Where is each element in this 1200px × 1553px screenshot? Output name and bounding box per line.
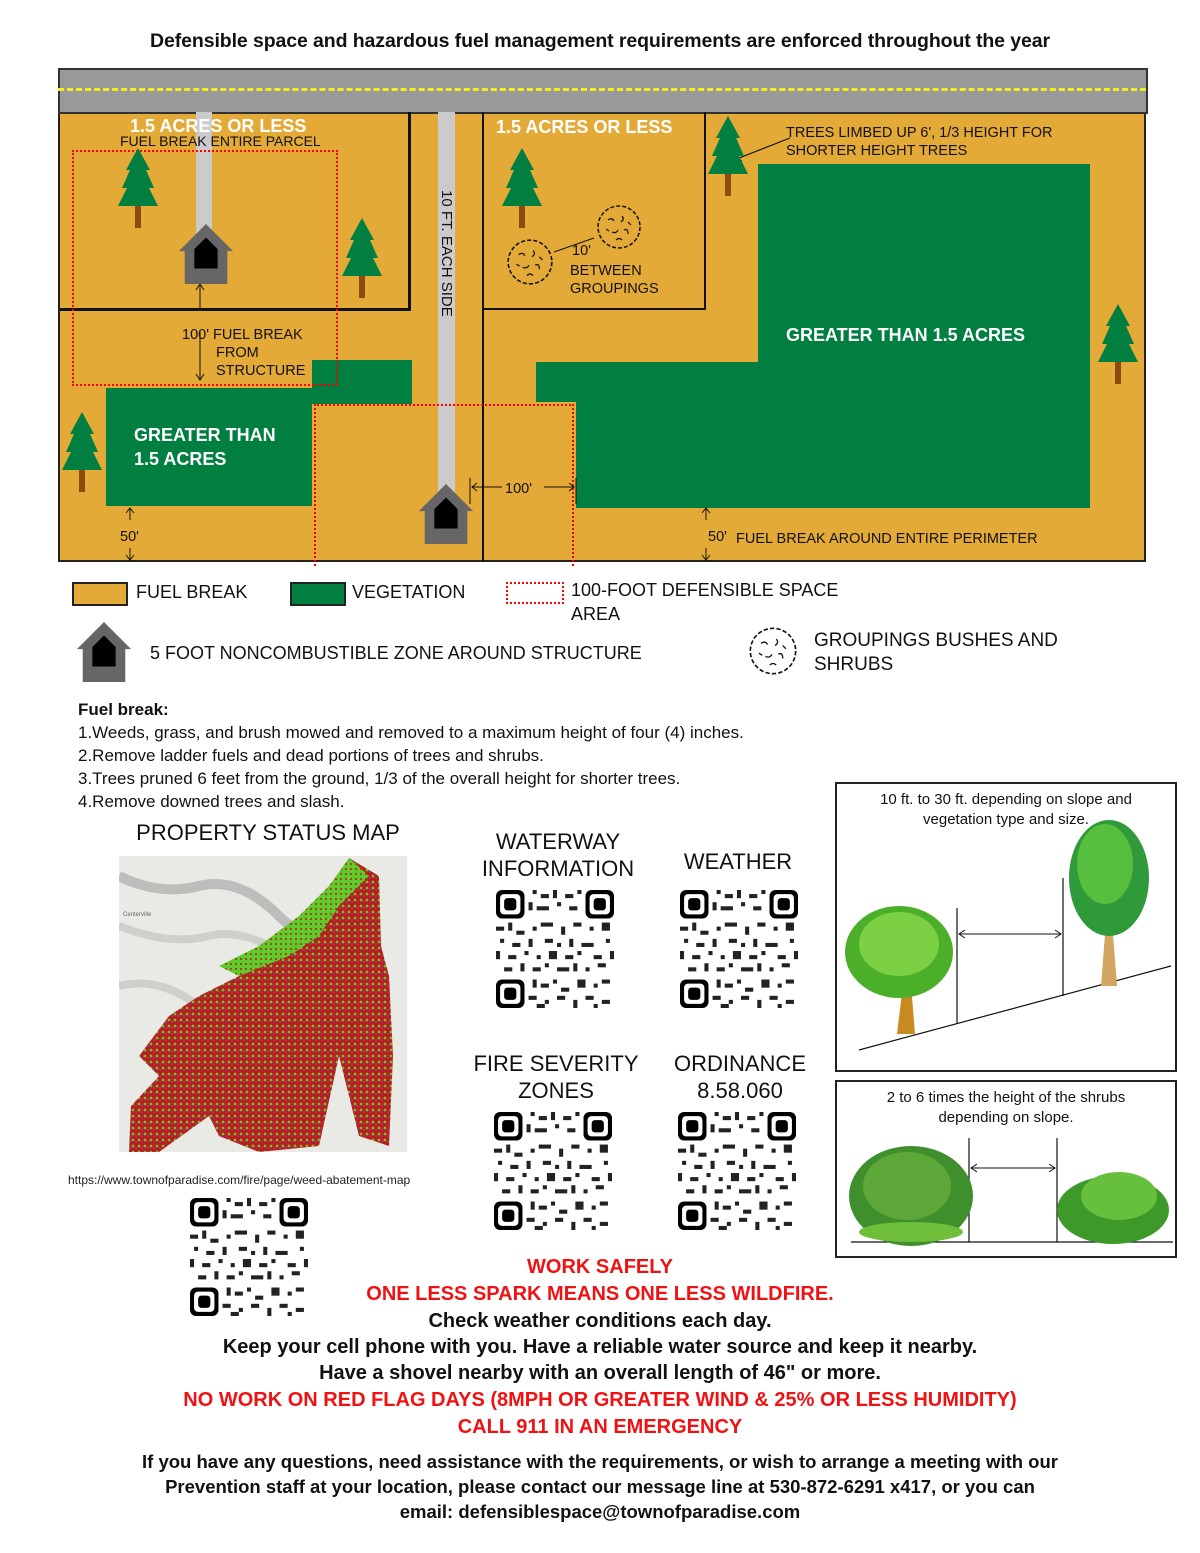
perimeter-label: FUEL BREAK AROUND ENTIRE PERIMETER [736,531,1038,547]
property-status-map[interactable] [119,856,407,1152]
road [58,68,1148,114]
contact-email[interactable]: email: defensiblespace@townofparadise.com [399,1501,801,1522]
fuel-break-rule: 3.Trees pruned 6 feet from the ground, 1/3 of the overall height for shorter trees. [78,769,681,788]
distance-50ft-label: 50' [120,529,139,545]
qr-title-ordinance [662,1050,818,1104]
qr-title-line1: WATERWAY [495,829,621,854]
legend-defensible-space-line2: AREA [571,604,621,624]
work-safely-heading: WORK SAFELY [527,1256,673,1278]
tree-spacing-box [835,782,1177,1072]
tree-icon [706,116,750,196]
waterway-qr-code[interactable] [496,890,614,1008]
vegetation-area-right-lower [576,398,766,508]
qr-title-line1: ORDINANCE [673,1051,806,1076]
fuel-break-rule: 2.Remove ladder fuels and dead portions of trees and shrubs. [78,746,544,765]
tree-icon [1096,304,1140,384]
legend-groupings-line2: SHRUBS [814,654,894,675]
shrub-spacing-line2: depending on slope. [938,1109,1074,1126]
red-flag-warning: NO WORK ON RED FLAG DAYS (8MPH OR GREATER WIND & 25% OR LESS HUMIDITY) [183,1389,1017,1411]
tree-icon [116,148,160,228]
structure-icon [416,484,476,544]
tree-spacing-line1: 10 ft. to 30 ft. depending on slope and [880,791,1132,808]
fuel-break-structure-line3: STRUCTURE [216,363,306,379]
tree-icon [340,218,384,298]
distance-100ft-label: 100' [505,481,532,497]
check-weather-tip: Check weather conditions each day. [428,1310,772,1332]
tree-spacing-line2: vegetation type and size. [923,811,1089,828]
fuel-break-rules [78,698,744,813]
legend-groupings-line1: GROUPINGS BUSHES AND [814,630,1058,651]
fuel-break-rule: 1.Weeds, grass, and brush mowed and removed to a maximum height of four (4) inches. [78,723,744,742]
tree-note-line2: SHORTER HEIGHT TREES [786,143,968,159]
qr-title-fire-severity [458,1050,654,1104]
shrub-spacing-label: 10' [572,243,591,259]
vegetation-label: GREATER THAN 1.5 ACRES [786,325,1026,345]
qr-title-line2: ZONES [518,1078,594,1103]
distance-50ft-label: 50' [708,529,727,545]
shrub-grouping-icon [746,624,800,678]
vegetation-area-right-extension [536,362,766,402]
shrub-grouping-icon [504,236,556,288]
lot-note-label: FUEL BREAK ENTIRE PARCEL [120,133,321,149]
legend-fuel-break-swatch [72,582,128,606]
shrub-note-line2: GROUPINGS [570,281,659,297]
legend-defensible-space-line1: 100-FOOT DEFENSIBLE SPACE [571,580,839,600]
qr-title-line2: INFORMATION [481,856,635,881]
lot-size-label: 1.5 ACRES OR LESS [496,117,673,137]
tree-icon [500,148,544,228]
defensible-space-diagram [58,68,1146,562]
lot-size-label: 1.5 ACRES OR LESS [130,116,307,136]
shrub-note-line1: BETWEEN [570,263,642,279]
cell-phone-water-tip: Keep your cell phone with you. Have a reliable water source and keep it nearby. [222,1336,978,1358]
shrub-spacing-line1: 2 to 6 times the height of the shrubs [886,1089,1126,1106]
fuel-break-heading: Fuel break: [78,700,169,719]
tree-spacing-illustration [837,784,1175,1070]
vegetation-area-left [106,388,312,506]
fuel-break-rule: 4.Remove downed trees and slash. [78,792,345,811]
legend-defensible-space-swatch [506,582,564,604]
contact-line1: If you have any questions, need assistance with the requirements, or wish to arrange a meeting with our [142,1451,1058,1472]
property-map-url[interactable]: https://www.townofparadise.com/fire/page/weed-abatement-map [68,1173,411,1187]
vegetation-label-line2: 1.5 ACRES [134,449,227,469]
structure-icon [74,622,134,682]
legend-noncombustible-label: 5 FOOT NONCOMBUSTIBLE ZONE AROUND STRUCTURE [150,643,642,663]
legend-fuel-break-label: FUEL BREAK [136,582,248,602]
shrub-spacing-box [835,1080,1177,1258]
tree-icon [60,412,104,492]
call-911-notice: CALL 911 IN AN EMERGENCY [457,1416,743,1438]
qr-title-waterway [460,828,656,882]
qr-title-weather: WEATHER [683,849,793,874]
structure-icon [176,224,236,284]
weather-qr-code[interactable] [680,890,798,1008]
qr-title-line2: 8.58.060 [697,1078,783,1103]
vegetation-label-line1: GREATER THAN [134,425,276,445]
fuel-break-structure-line2: FROM [216,345,259,361]
legend-vegetation-swatch [290,582,346,606]
shrub-grouping-icon [594,202,644,252]
driveway-clearance-label: 10 FT. EACH SIDE [438,190,455,317]
contact-line2: Prevention staff at your location, please contact our message line at 530-872-6291 x417, or you can [165,1476,1035,1497]
ordinance-qr-code[interactable] [678,1112,796,1230]
one-less-spark-slogan: ONE LESS SPARK MEANS ONE LESS WILDFIRE. [366,1283,834,1305]
fuel-break-structure-line1: 100' FUEL BREAK [182,327,303,343]
map-place-label: Centerville [123,912,152,918]
page-title: Defensible space and hazardous fuel management requirements are enforced throughout the year [150,30,1050,52]
qr-title-line1: FIRE SEVERITY [473,1051,639,1076]
legend-vegetation-label: VEGETATION [352,582,466,602]
shrub-spacing-illustration [837,1082,1175,1256]
shovel-tip: Have a shovel nearby with an overall length of 46" or more. [319,1362,881,1384]
fire-severity-qr-code[interactable] [494,1112,612,1230]
property-map-title: PROPERTY STATUS MAP [136,820,400,845]
road-centerline [58,88,1146,91]
tree-note-line1: TREES LIMBED UP 6', 1/3 HEIGHT FOR [786,125,1053,141]
